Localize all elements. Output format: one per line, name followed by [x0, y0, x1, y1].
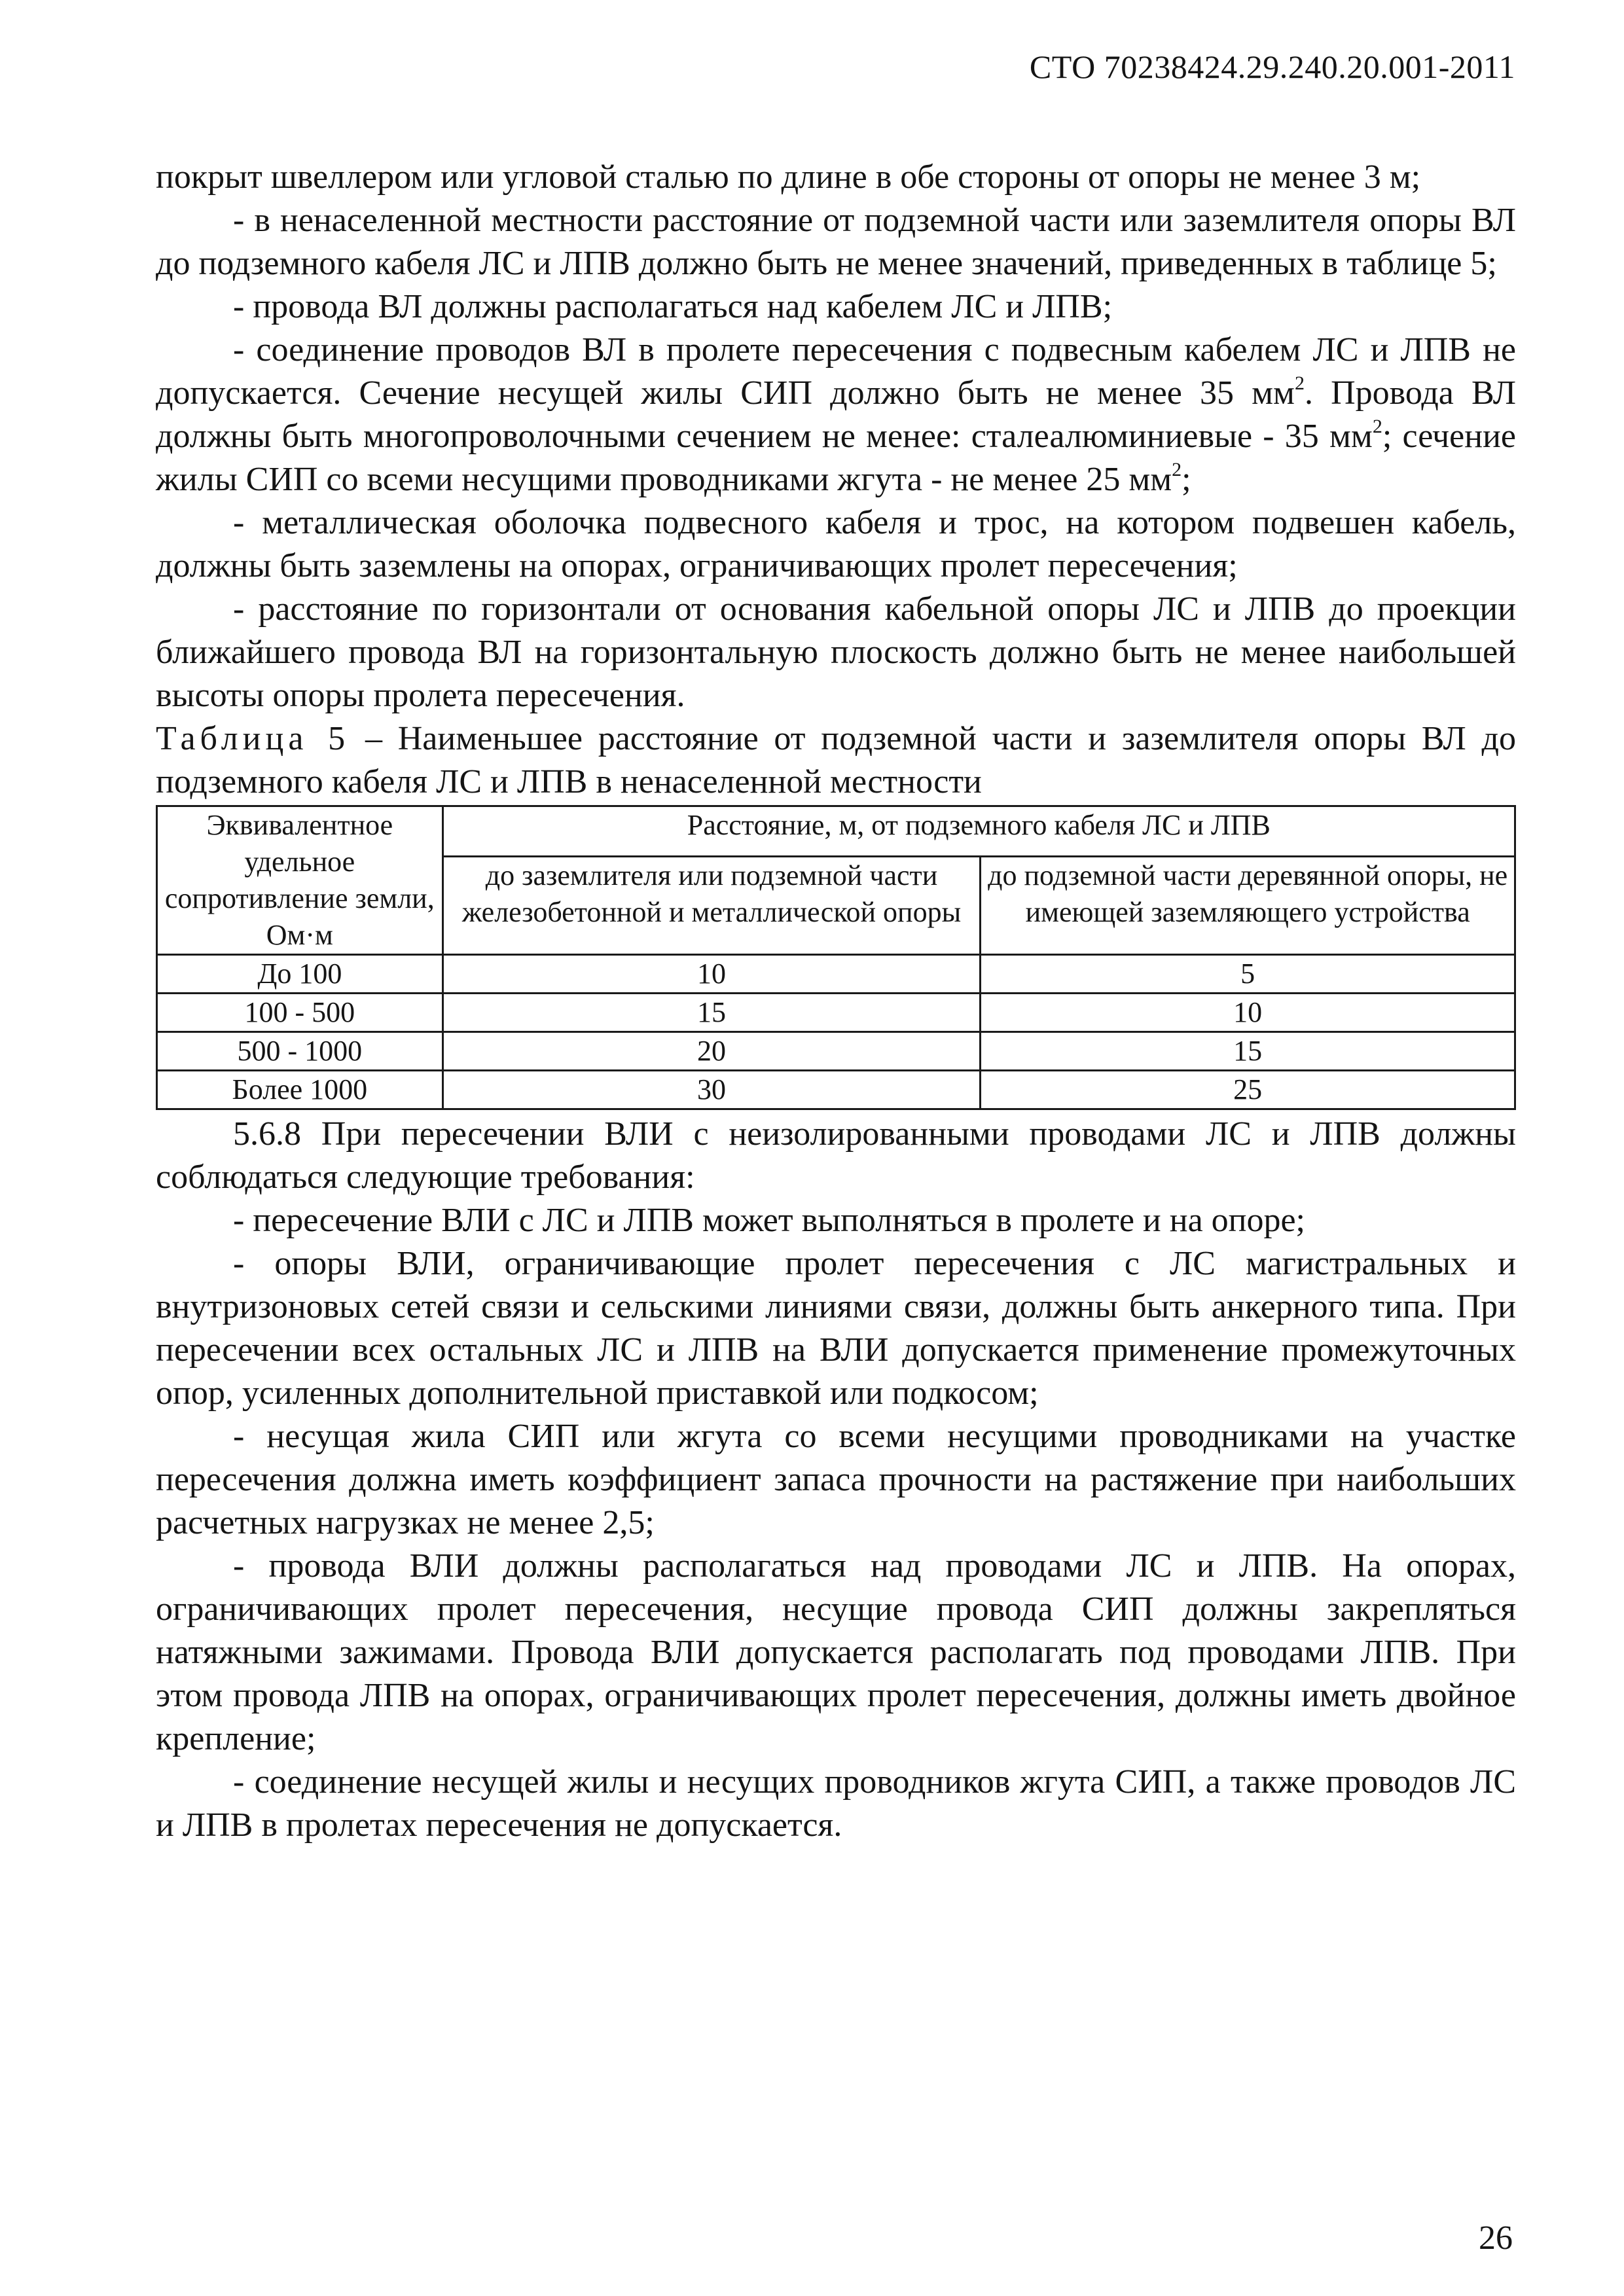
paragraph-text: . Провода ВЛ должны быть многопроволочными сечением не менее: сталеалюминиевые - 35 мм — [156, 374, 1516, 455]
table-cell: 15 — [981, 1032, 1515, 1071]
table-cell: 500 - 1000 — [157, 1032, 443, 1071]
superscript: 2 — [1294, 372, 1305, 394]
table-header-resistance: Эквивалентное удельное сопротивление земли, Ом·м — [157, 806, 443, 955]
page-number: 26 — [1479, 2219, 1513, 2257]
paragraph-text: ; — [1182, 461, 1191, 498]
table-row — [157, 1032, 1515, 1071]
table-caption-text: – Наименьшее расстояние от подземной части и заземлителя опоры ВЛ до подземного кабеля ЛС и ЛПВ в ненаселенной местности — [156, 720, 1517, 800]
table-caption — [156, 717, 1516, 804]
table-header-wooden-support: до подземной части деревянной опоры, не имеющей заземляющего устройства — [981, 856, 1515, 954]
paragraph-section-5-6-8: 5.6.8 При пересечении ВЛИ с неизолированными проводами ЛС и ЛПВ должны соблюдаться следующие требования: — [156, 1115, 1516, 1196]
table-caption-label: Таблица 5 — [156, 720, 350, 757]
paragraph: - пересечение ВЛИ с ЛС и ЛПВ может выполняться в пролете и на опоре; — [233, 1202, 1305, 1239]
paragraph: - провода ВЛ должны располагаться над кабелем ЛС и ЛПВ; — [233, 288, 1113, 325]
table-cell: Более 1000 — [157, 1071, 443, 1109]
table-row — [157, 955, 1515, 994]
paragraph: - несущая жила СИП или жгута со всеми несущими проводниками на участке пересечения должна иметь коэффициент запаса прочности на растяжение при наибольших расчетных нагрузках не менее 2,5; — [156, 1418, 1516, 1541]
paragraph-text: - соединение проводов ВЛ в пролете пересечения с подвесным кабелем ЛС и ЛПВ не допускается. Сечение несущей жилы СИП должно быть не менее 35 мм — [156, 331, 1516, 412]
table-cell: 10 — [981, 994, 1515, 1032]
distance-table — [156, 805, 1516, 1110]
paragraph: - в ненаселенной местности расстояние от подземной части или заземлителя опоры ВЛ до подземного кабеля ЛС и ЛПВ должно быть не менее значений, приведенных в таблице 5; — [156, 202, 1516, 282]
paragraph: - провода ВЛИ должны располагаться над проводами ЛС и ЛПВ. На опорах, ограничивающих пролет пересечения, несущие провода СИП должны закрепляться натяжными зажимами. Провода ВЛИ допускается располагать под проводами ЛПВ. При этом провода ЛПВ на опорах, ограничивающих пролет пересечения, должны иметь двойное крепление; — [156, 1547, 1516, 1757]
table-row — [157, 1071, 1515, 1109]
table-cell: 20 — [442, 1032, 981, 1071]
table-cell: 10 — [442, 955, 981, 994]
table-cell: 25 — [981, 1071, 1515, 1109]
table-cell: 15 — [442, 994, 981, 1032]
superscript: 2 — [1372, 416, 1382, 437]
paragraph-cross-section — [156, 329, 1516, 501]
paragraph: - расстояние по горизонтали от основания кабельной опоры ЛС и ЛПВ до проекции ближайшего провода ВЛ на горизонтальную плоскость должно быть не менее наибольшей высоты опоры пролета пересечения. — [156, 590, 1516, 714]
paragraph: - опоры ВЛИ, ограничивающие пролет пересечения с ЛС магистральных и внутризоновых сетей связи и сельскими линиями связи, должны быть анкерного типа. При пересечении всех остальных ЛС и ЛПВ на ВЛИ допускается применение промежуточных опор, усиленных дополнительной приставкой или подкосом; — [156, 1245, 1516, 1412]
table-cell: 5 — [981, 955, 1515, 994]
paragraph: покрыт швеллером или угловой сталью по длине в обе стороны от опоры не менее 3 м; — [156, 158, 1421, 196]
superscript: 2 — [1172, 459, 1182, 480]
paragraph-text: ; сечение жилы СИП со всеми несущими проводниками жгута - не менее 25 мм — [156, 418, 1516, 498]
table-header-ground-electrode: до заземлителя или подземной части железобетонной и металлической опоры — [442, 856, 981, 954]
page-body — [156, 156, 1516, 1847]
table-row — [157, 994, 1515, 1032]
table-cell: 30 — [442, 1071, 981, 1109]
paragraph: - металлическая оболочка подвесного кабеля и трос, на котором подвешен кабель, должны быть заземлены на опорах, ограничивающих пролет пересечения; — [156, 504, 1516, 584]
table-cell: 100 - 500 — [157, 994, 443, 1032]
document-code-header: СТО 70238424.29.240.20.001-2011 — [1029, 48, 1515, 85]
table-header-distance-group: Расстояние, м, от подземного кабеля ЛС и ЛПВ — [442, 806, 1515, 857]
paragraph: - соединение несущей жилы и несущих проводников жгута СИП, а также проводов ЛС и ЛПВ в пролетах пересечения не допускается. — [156, 1763, 1516, 1844]
table-cell: До 100 — [157, 955, 443, 994]
